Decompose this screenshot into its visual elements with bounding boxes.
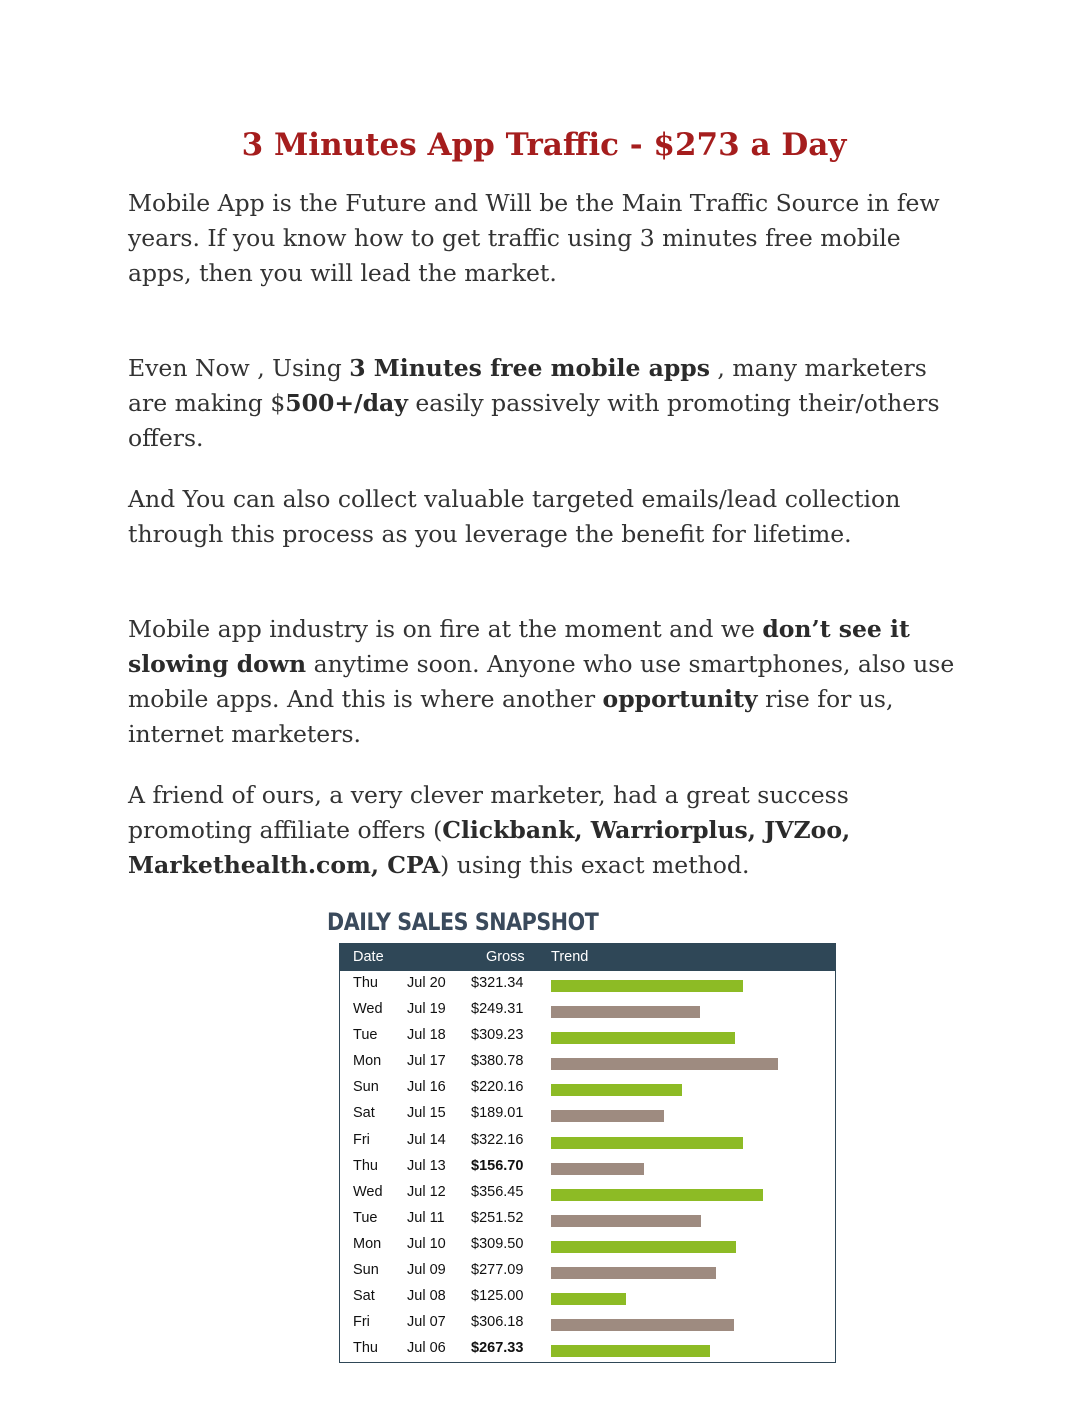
row-day: Mon [353,1235,382,1252]
body-text: Mobile app industry is on fire at the moment and we [128,615,763,643]
trend-bar [551,1032,735,1044]
table-row [340,1049,835,1075]
row-date: Jul 08 [407,1288,446,1305]
body-text: Even Now , Using [128,354,350,382]
row-gross: $156.70 [471,1157,524,1174]
row-day: Fri [353,1314,370,1331]
paragraph-even-now [128,351,968,456]
trend-bar [551,1006,700,1018]
trend-bar [551,980,743,992]
row-date: Jul 14 [407,1131,446,1148]
row-date: Jul 10 [407,1235,446,1252]
table-row [340,1101,835,1127]
table-row [340,1023,835,1049]
emphasis-text: 500+/day [285,389,408,417]
row-date: Jul 18 [407,1027,446,1044]
row-day: Tue [353,1027,378,1044]
row-gross: $306.18 [471,1314,524,1331]
body-text: ) using this exact method. [440,851,750,879]
table-row [340,1128,835,1154]
table-row [340,1180,835,1206]
row-day: Sat [353,1288,375,1305]
emphasis-text: 3 Minutes free mobile apps [349,354,710,382]
row-day: Mon [353,1053,382,1070]
table-row [340,1284,835,1310]
paragraph-lead-collection: And You can also collect valuable targeted emails/lead collection through this process as you leverage the benefit for lifetime. [128,485,901,548]
row-date: Jul 09 [407,1262,446,1279]
row-day: Sat [353,1105,375,1122]
column-header-trend: Trend [551,949,589,965]
paragraph-industry [128,612,968,752]
table-row [340,1336,835,1362]
row-date: Jul 13 [407,1157,446,1174]
row-gross: $277.09 [471,1262,524,1279]
table-row [340,1310,835,1336]
trend-bar [551,1267,716,1279]
row-gross: $220.16 [471,1079,524,1096]
table-row [340,1232,835,1258]
trend-bar [551,1058,778,1070]
row-day: Wed [353,1001,383,1018]
row-day: Thu [353,1340,378,1357]
body-text: anytime soon. Anyone who use smartphones, also use mobile apps. And this is where another [128,650,955,713]
sales-snapshot-heading: DAILY SALES SNAPSHOT [327,908,599,936]
row-gross: $309.50 [471,1235,524,1252]
page-title: 3 Minutes App Traffic - $273 a Day [241,127,847,163]
trend-bar [551,1163,644,1175]
row-gross: $321.34 [471,975,524,991]
row-day: Thu [353,975,378,991]
row-day: Sun [353,1079,379,1096]
trend-bar [551,1319,734,1331]
paragraph-intro: Mobile App is the Future and Will be the Main Traffic Source in few years. If you know how to get traffic using 3 minutes free mobile apps, then you will lead the market. [128,189,940,287]
trend-bar [551,1189,763,1201]
row-date: Jul 19 [407,1001,446,1018]
row-date: Jul 11 [407,1209,445,1226]
table-row [340,1258,835,1284]
trend-bar [551,1110,664,1122]
row-day: Tue [353,1209,378,1226]
row-date: Jul 17 [407,1053,446,1070]
trend-bar [551,1137,743,1149]
table-row [340,1075,835,1101]
table-body [340,971,835,1362]
row-date: Jul 06 [407,1340,446,1357]
body-text: rise for us, internet marketers. [128,685,894,748]
trend-bar [551,1084,682,1096]
trend-bar [551,1215,701,1227]
row-day: Fri [353,1131,370,1148]
row-day: Sun [353,1262,379,1279]
row-date: Jul 07 [407,1314,446,1331]
row-date: Jul 16 [407,1079,446,1096]
paragraph-friend [128,778,968,883]
column-header-date: Date [353,949,384,965]
row-gross: $251.52 [471,1209,524,1226]
trend-bar [551,1345,710,1357]
trend-bar [551,1293,626,1305]
body-text: A friend of ours, a very clever marketer, had a great success promoting affiliate offers ( [128,781,849,844]
row-gross: $125.00 [471,1288,524,1305]
table-row [340,997,835,1023]
row-gross: $249.31 [471,1001,524,1018]
table-row [340,1154,835,1180]
row-gross: $380.78 [471,1053,524,1070]
row-gross: $322.16 [471,1131,524,1148]
table-row [340,1206,835,1232]
row-gross: $267.33 [471,1340,524,1357]
body-text: , many marketers are making $ [128,354,927,417]
row-day: Thu [353,1157,378,1174]
column-header-gross: Gross [486,949,525,965]
row-date: Jul 12 [407,1183,446,1200]
row-gross: $309.23 [471,1027,524,1044]
row-date: Jul 15 [407,1105,446,1122]
row-date: Jul 20 [407,975,446,991]
body-text: easily passively with promoting their/others offers. [128,389,940,452]
row-gross: $356.45 [471,1183,524,1200]
emphasis-text: Clickbank, Warriorplus, JVZoo, Markethealth.com, CPA [128,816,851,879]
row-gross: $189.01 [471,1105,524,1122]
row-day: Wed [353,1183,383,1200]
table-row [340,971,835,997]
emphasis-text: don’t see it slowing down [128,615,910,678]
table-header [340,944,835,971]
emphasis-text: opportunity [602,685,758,713]
sales-snapshot-table [339,943,836,1363]
trend-bar [551,1241,736,1253]
